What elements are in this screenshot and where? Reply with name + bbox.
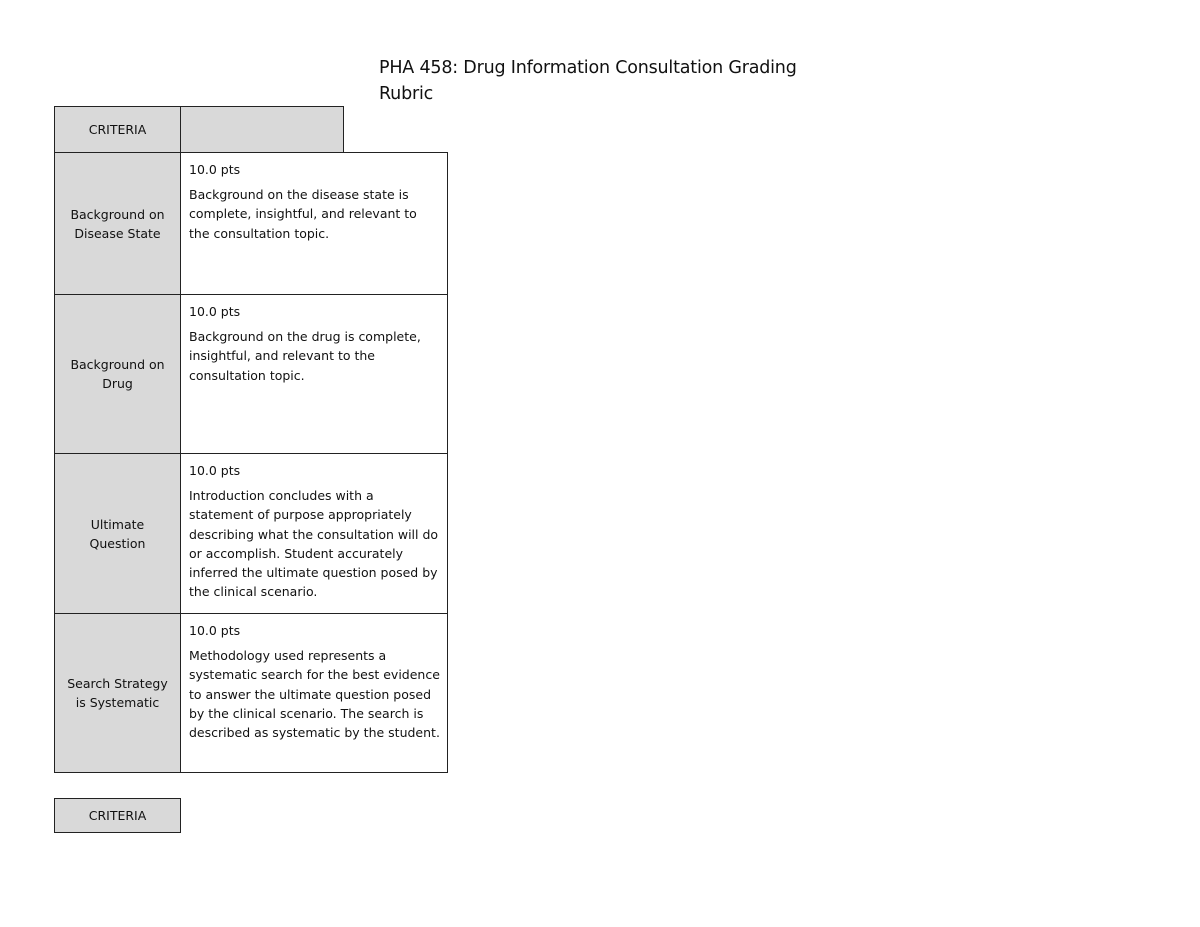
rating-description: Background on the drug is complete, insightful, and relevant to the consultation topic. (189, 329, 421, 383)
criterion-cell-disease-state (54, 152, 181, 295)
criterion-cell-drug (54, 294, 181, 454)
rating-points: 10.0 pts (189, 304, 241, 319)
rating-description: Background on the disease state is complete, insightful, and relevant to the consultation topic. (189, 187, 417, 241)
criterion-cell-ultimate-question (54, 453, 181, 614)
criterion-cell-search-strategy (54, 613, 181, 773)
rating-points: 10.0 pts (189, 623, 241, 638)
rating-description: Introduction concludes with a statement of purpose appropriately describing what the consultation will do or accomplish. Student accurately inferred the ultimate question posed by the clinical scenario. (189, 488, 439, 600)
criterion-label: Background on Disease State (70, 206, 165, 241)
header-blank-cell (180, 106, 344, 153)
rating-points: 10.0 pts (189, 463, 241, 478)
rating-description: Methodology used represents a systematic search for the best evidence to answer the ultimate question posed by the clinical scenario. The search is described as systematic by the student. (189, 648, 440, 741)
criterion-label: Search Strategy is Systematic (67, 676, 168, 710)
rating-cell-search-strategy (180, 613, 448, 773)
criterion-label: Background on Drug (70, 357, 165, 391)
rating-cell-ultimate-question (180, 453, 448, 614)
rating-points: 10.0 pts (189, 162, 241, 177)
rating-cell-disease-state (180, 152, 448, 295)
criteria-footer-label: CRITERIA (88, 808, 147, 823)
criteria-header-label: CRITERIA (88, 122, 147, 137)
page-title: PHA 458: Drug Information Consultation Grading Rubric (379, 58, 797, 104)
criteria-footer (54, 798, 181, 833)
criterion-label: Ultimate Question (89, 516, 146, 551)
criteria-header (54, 106, 181, 153)
rating-cell-drug (180, 294, 448, 454)
